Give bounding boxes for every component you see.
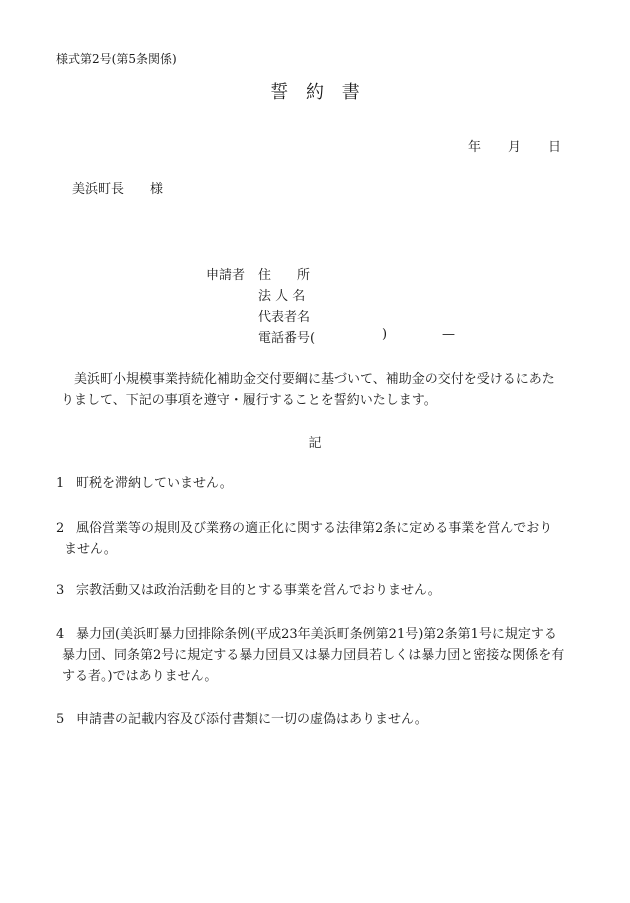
item-continuation: する者。)ではありません。: [62, 669, 218, 684]
document-title: [0, 78, 630, 104]
item-text: 町税を滞納していません。: [76, 476, 233, 491]
applicant-label: 申請者: [206, 268, 246, 283]
item-text: 申請書の記載内容及び添付書類に一切の虚偽はありません。: [76, 712, 428, 727]
item-number: 5: [56, 712, 65, 727]
date-day: 日: [548, 140, 562, 155]
item-text: 暴力団(美浜町暴力団排除条例(平成23年美浜町条例第21号)第2条第1号に規定する: [76, 627, 557, 642]
list-item: [56, 473, 233, 494]
pledge-paragraph-line1: 美浜町小規模事業持続化補助金交付要綱に基づいて、補助金の交付を受けるにあた: [74, 372, 555, 387]
phone-label: 電話番号(: [258, 331, 316, 346]
title-char: 約: [306, 82, 324, 103]
title-char: 誓: [270, 82, 289, 103]
representative-label: 代表者名: [258, 310, 311, 325]
corporation-name-label: 法 人 名: [258, 289, 306, 304]
addressee-honorific: 様: [150, 182, 164, 197]
ki-heading: 記: [308, 436, 322, 451]
form-number: 様式第2号(第5条関係): [56, 52, 177, 66]
list-item: [56, 709, 428, 730]
address-field-label: 住 所: [258, 268, 311, 283]
title-char: 書: [341, 82, 360, 103]
date-month: 月: [508, 140, 522, 155]
item-number: 2: [56, 521, 65, 536]
pledge-paragraph-line2: りまして、下記の事項を遵守・履行することを誓約いたします。: [61, 393, 437, 408]
item-continuation: ません。: [64, 542, 117, 557]
phone-dash: —: [442, 327, 455, 342]
item-text: 宗教活動又は政治活動を目的とする事業を営んでおりません。: [76, 583, 441, 598]
item-text: 風俗営業等の規則及び業務の適正化に関する法律第2条に定める事業を営んでおり: [76, 521, 553, 536]
item-number: 1: [56, 476, 65, 491]
list-item: [56, 580, 441, 601]
list-item: [56, 518, 552, 539]
item-continuation: 暴力団、同条第2号に規定する暴力団員又は暴力団員若しくは暴力団と密接な関係を有: [62, 648, 565, 663]
item-number: 4: [56, 627, 65, 642]
date-year: 年: [468, 140, 482, 155]
phone-close-paren: ): [382, 327, 388, 342]
addressee: [72, 178, 163, 197]
addressee-name: 美浜町長: [72, 182, 125, 197]
list-item: [56, 624, 557, 645]
item-number: 3: [56, 583, 65, 598]
